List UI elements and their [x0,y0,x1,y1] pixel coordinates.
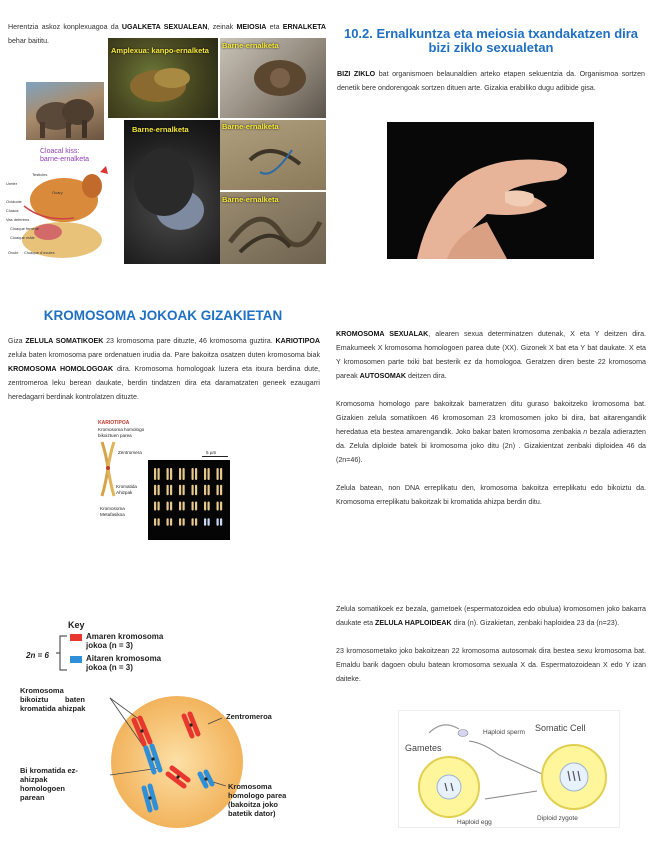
haploid-paragraph [336,602,646,630]
photo-frogs [108,38,218,118]
karyotype-label: Zentromera [118,450,142,455]
photo-label: Barne-ernalketa [132,125,189,134]
karyotype-chromosome [208,485,210,496]
karyotype-chromosome [192,468,194,480]
chicken-label: Oviducte [6,199,22,204]
karyotype-chromosome [208,468,210,480]
karyotype-chromosome [192,502,194,511]
chicken-label: Testicles [32,172,48,177]
karyotype-chromosome [183,468,185,480]
karyotype-chromosome [179,502,181,511]
chicken-labels [6,170,63,242]
key-title: Key [68,620,85,630]
karyotype-chromosome [183,518,185,526]
chicken-label: Cloaque femelle [10,226,39,231]
photo-label: Barne-ernalketa [222,195,279,204]
photo-label: Barne-ernalketa [222,122,279,131]
label-nonsister-chromatids: Bi kromatida ez- ahizpak homologoen parean [20,766,78,802]
karyotype-chromosome [204,468,206,480]
gametes-diagram [398,710,620,828]
bold-term: AUTOSOMAK [359,372,407,380]
karyotype-chromosome [158,502,160,511]
chicken-label: Cloaque mâle [10,235,35,240]
text-run: 23 kromosometako joko bakoitzean 22 kromosoma autosomak dira bestea sexu kromosoma bat. Emaldu barik dagoen obulu batean kromosoma sexuala X da. Espermatozoidean X edo Y izan daiteke. [336,647,646,683]
bold-term: ZELULA SOMATIKOEK [25,337,104,345]
section-title-life-cycle: 10.2. Ernalkuntza eta meiosia txandakatzen dira bizi ziklo sexualetan [343,26,639,55]
karyotype-chromosome [167,468,169,480]
replication-paragraph [336,481,646,509]
karyotype-chromosome [167,502,169,511]
karyotype-chromosome [208,518,210,526]
karyotype-chromosome [167,485,169,496]
karyotype-chromosome [170,518,172,526]
karyotype-chromosome [179,485,181,496]
text-run: zelula baten kromosoma pare ordenatuen irudia da. Pare bakoitza osatzen duten kromosoma biak [8,351,320,359]
homologous-paragraph [336,397,646,467]
ploidy-equation: 2n = 6 [26,651,49,660]
karyotype-chromosome [179,468,181,480]
photo-snakes [220,192,326,264]
karyotype-chromosome [220,485,222,496]
karyotype-chromosome [220,502,222,511]
chicken-label: Cloaque d'ovules [24,250,55,255]
photo-snails [220,38,326,118]
bold-term: ZELULA HAPLOIDEAK [375,619,452,627]
photo-bird [124,120,220,264]
karyotype-chromosome [154,485,156,496]
bold-term: KARIOTIPOA [275,337,320,345]
photo-insects [220,120,326,190]
chromosome-pair-icon [98,440,120,498]
karyotype-chromosome [167,518,169,526]
karyotype-chromosome [154,502,156,511]
karyotype-chromosome [220,468,222,480]
label-diploid-zygote: Diploid zygote [537,815,578,822]
chicken-label: Ovule [8,250,19,255]
karyotype-label: Kromatida Ahizpak [116,484,137,495]
cloacal-label: Cloacal kiss: barne-ernalketa [40,148,90,163]
text-run: Herentzia askoz konplexuagoa da [8,23,122,31]
chicken-bottom-labels [8,250,55,255]
karyotype-chromosome [220,518,222,526]
text-run: deitzen dira. [406,372,447,380]
karyotype-chromosome [170,485,172,496]
karyotype-label: Kromosoma homologo bikoiztuen parea [98,427,145,438]
somatic-paragraph [8,334,320,404]
bold-term: BIZI ZIKLO [337,70,376,78]
karyotype-chromosome [204,518,206,526]
chicken-label: Ureter [6,181,18,186]
photo-label: Amplexua: kanpo-ernalketa [111,46,209,55]
karyotype-chromosome [195,502,197,511]
photo-label: Barne-ernalketa [222,41,279,50]
karyotype-chromosome [195,485,197,496]
label-gametes: Gametes [405,743,442,753]
karyotype-chromosome [217,468,219,480]
sex-chromosome-paragraph [336,327,646,383]
karyotype-chromosome [217,502,219,511]
karyotype-label: Kromosoma Metafasikoa [100,506,125,517]
text-run: , zeinak [207,23,237,31]
karyotype-chromosome [204,485,206,496]
homologous-diagram [12,620,334,832]
label-somatic-cell: Somatic Cell [535,723,586,733]
label-duplicated-chromosome: Kromosoma bikoiztu baten kromatida ahizpak [20,686,86,713]
text-run: Giza [8,337,26,345]
key-father-label: Aitaren kromosoma jokoa (n = 3) [86,654,162,672]
text-run: bezala adierazten da. Zelula diploide batek bi kromosoma joko ditu (2n) . Gizakientzat zenbaki diploidea 46 da (2n=46). [336,428,646,464]
karyotype-chromosome [158,518,160,526]
karyotype-chromosome [183,502,185,511]
text-run: , alearen sexua determinatzen dutenak, X eta Y deitzen dira. Emakumeek X kromosoma homologoen parea dute (XX). Gizonek X bat eta Y bat daukate. X eta Y kromosomen parte txiki bat besterik ez da homologoa. Geratzen diren beste 22 kromosoma pareak [336,330,646,380]
karyotype-chromosome [154,518,156,526]
italic-term: n [583,428,588,436]
label-haploid-sperm: Haploid sperm [483,729,525,736]
karyotype-chromosome [170,502,172,511]
karyotype-chromosome [204,502,206,511]
text-run: dira (n). Gizakietan, zenbaki haploidea 23 da (n=23). [451,619,620,627]
karyotype-chromosome [217,518,219,526]
section-title-chromosomes: KROMOSOMA JOKOAK GIZAKIETAN [43,308,283,323]
text-run: eta [266,23,283,31]
key-mother-label: Amaren kromosoma jokoa (n = 3) [86,632,164,650]
karyotype-micrograph [148,460,230,540]
bold-term: KROMOSOMA HOMOLOGOAK [8,365,114,373]
karyotype-chromosome [217,485,219,496]
text-run: bat organismoen belaunaldien arteko etapen sekuentzia da. Organismoa sortzen denetik bere ondorengoak sortzen dituen arte. Gizakia erabiliko dugu adibide gisa. [337,70,645,92]
karyotype-chromosome [170,468,172,480]
text-run: 23 kromosoma pare dituzte, 46 kromosoma guztira. [103,337,276,345]
karyotype-chromosome [179,518,181,526]
bold-term: ERNALKETA [282,23,326,31]
label-centromere: Zentromeroa [226,712,272,721]
karyotype-chromosome [158,485,160,496]
bold-term: KROMOSOMA SEXUALAK [336,330,429,338]
sex-chromosome-gamete-paragraph [336,644,646,686]
karyotype-figure [98,418,246,542]
chicken-diagram [4,146,122,264]
karyotype-chromosome [208,502,210,511]
label-haploid-egg: Haploid egg [457,819,492,826]
karyotype-chromosome [158,468,160,480]
karyotype-chromosome [154,468,156,480]
karyotype-scale: 5 µm [206,450,217,455]
karyotype-chromosome [192,518,194,526]
chicken-label: Ovary [52,190,63,195]
label-homologous-pair: Kromosoma homologo parea (bakoitza joko batetik dator) [228,782,287,818]
text-run: Zelula batean, non DNA erreplikatu den, kromosoma bakoitza erreplikatu edo bikoiztu da. Kromosoma erreplikatu bakoitzak bi kromatida ahizpa berdin ditu. [336,484,646,506]
karyotype-chromosome [192,485,194,496]
karyotype-chromosome [183,485,185,496]
photo-elephants [26,82,104,140]
bold-term: MEIOSIA [236,23,267,31]
chicken-label: Cloaca [6,208,19,213]
text-run: dira. Kromosoma homologoak luzera eta itxura berdina dute, zentromeroa leku berean daukate, berdin tindatzen dira eta daramatzaten geneek ezaugarri heredagarri berdinak kontrolatzen dituzte. [8,365,320,401]
karyotype-chromosome [195,468,197,480]
bold-term: UGALKETA SEXUALEAN [121,23,208,31]
karyotype-chromosome [195,518,197,526]
chicken-label: Vas deferens [6,217,30,222]
photo-hands [387,122,594,259]
life-cycle-paragraph [337,67,645,95]
text-run: Zelula somatikoek ez bezala, gametoek (espermatozoidea edo obulua) kromosomen joko bakarra daukate eta [336,605,646,627]
text-run: Kromosoma homologo pare bakoitzak bameratzen ditu guraso bakoitzeko kromosoma bat. Gizakien zelula somatikoen 46 kromosoman 23 kromosomen joko bi dira, bat aitarengandik heredatua eta bestea amarengandik. Joko bakar baten kromosoma zenbakia [336,400,646,436]
text-run: behar baititu. [8,37,50,45]
karyotype-title: KARIOTIPOA [98,420,130,426]
